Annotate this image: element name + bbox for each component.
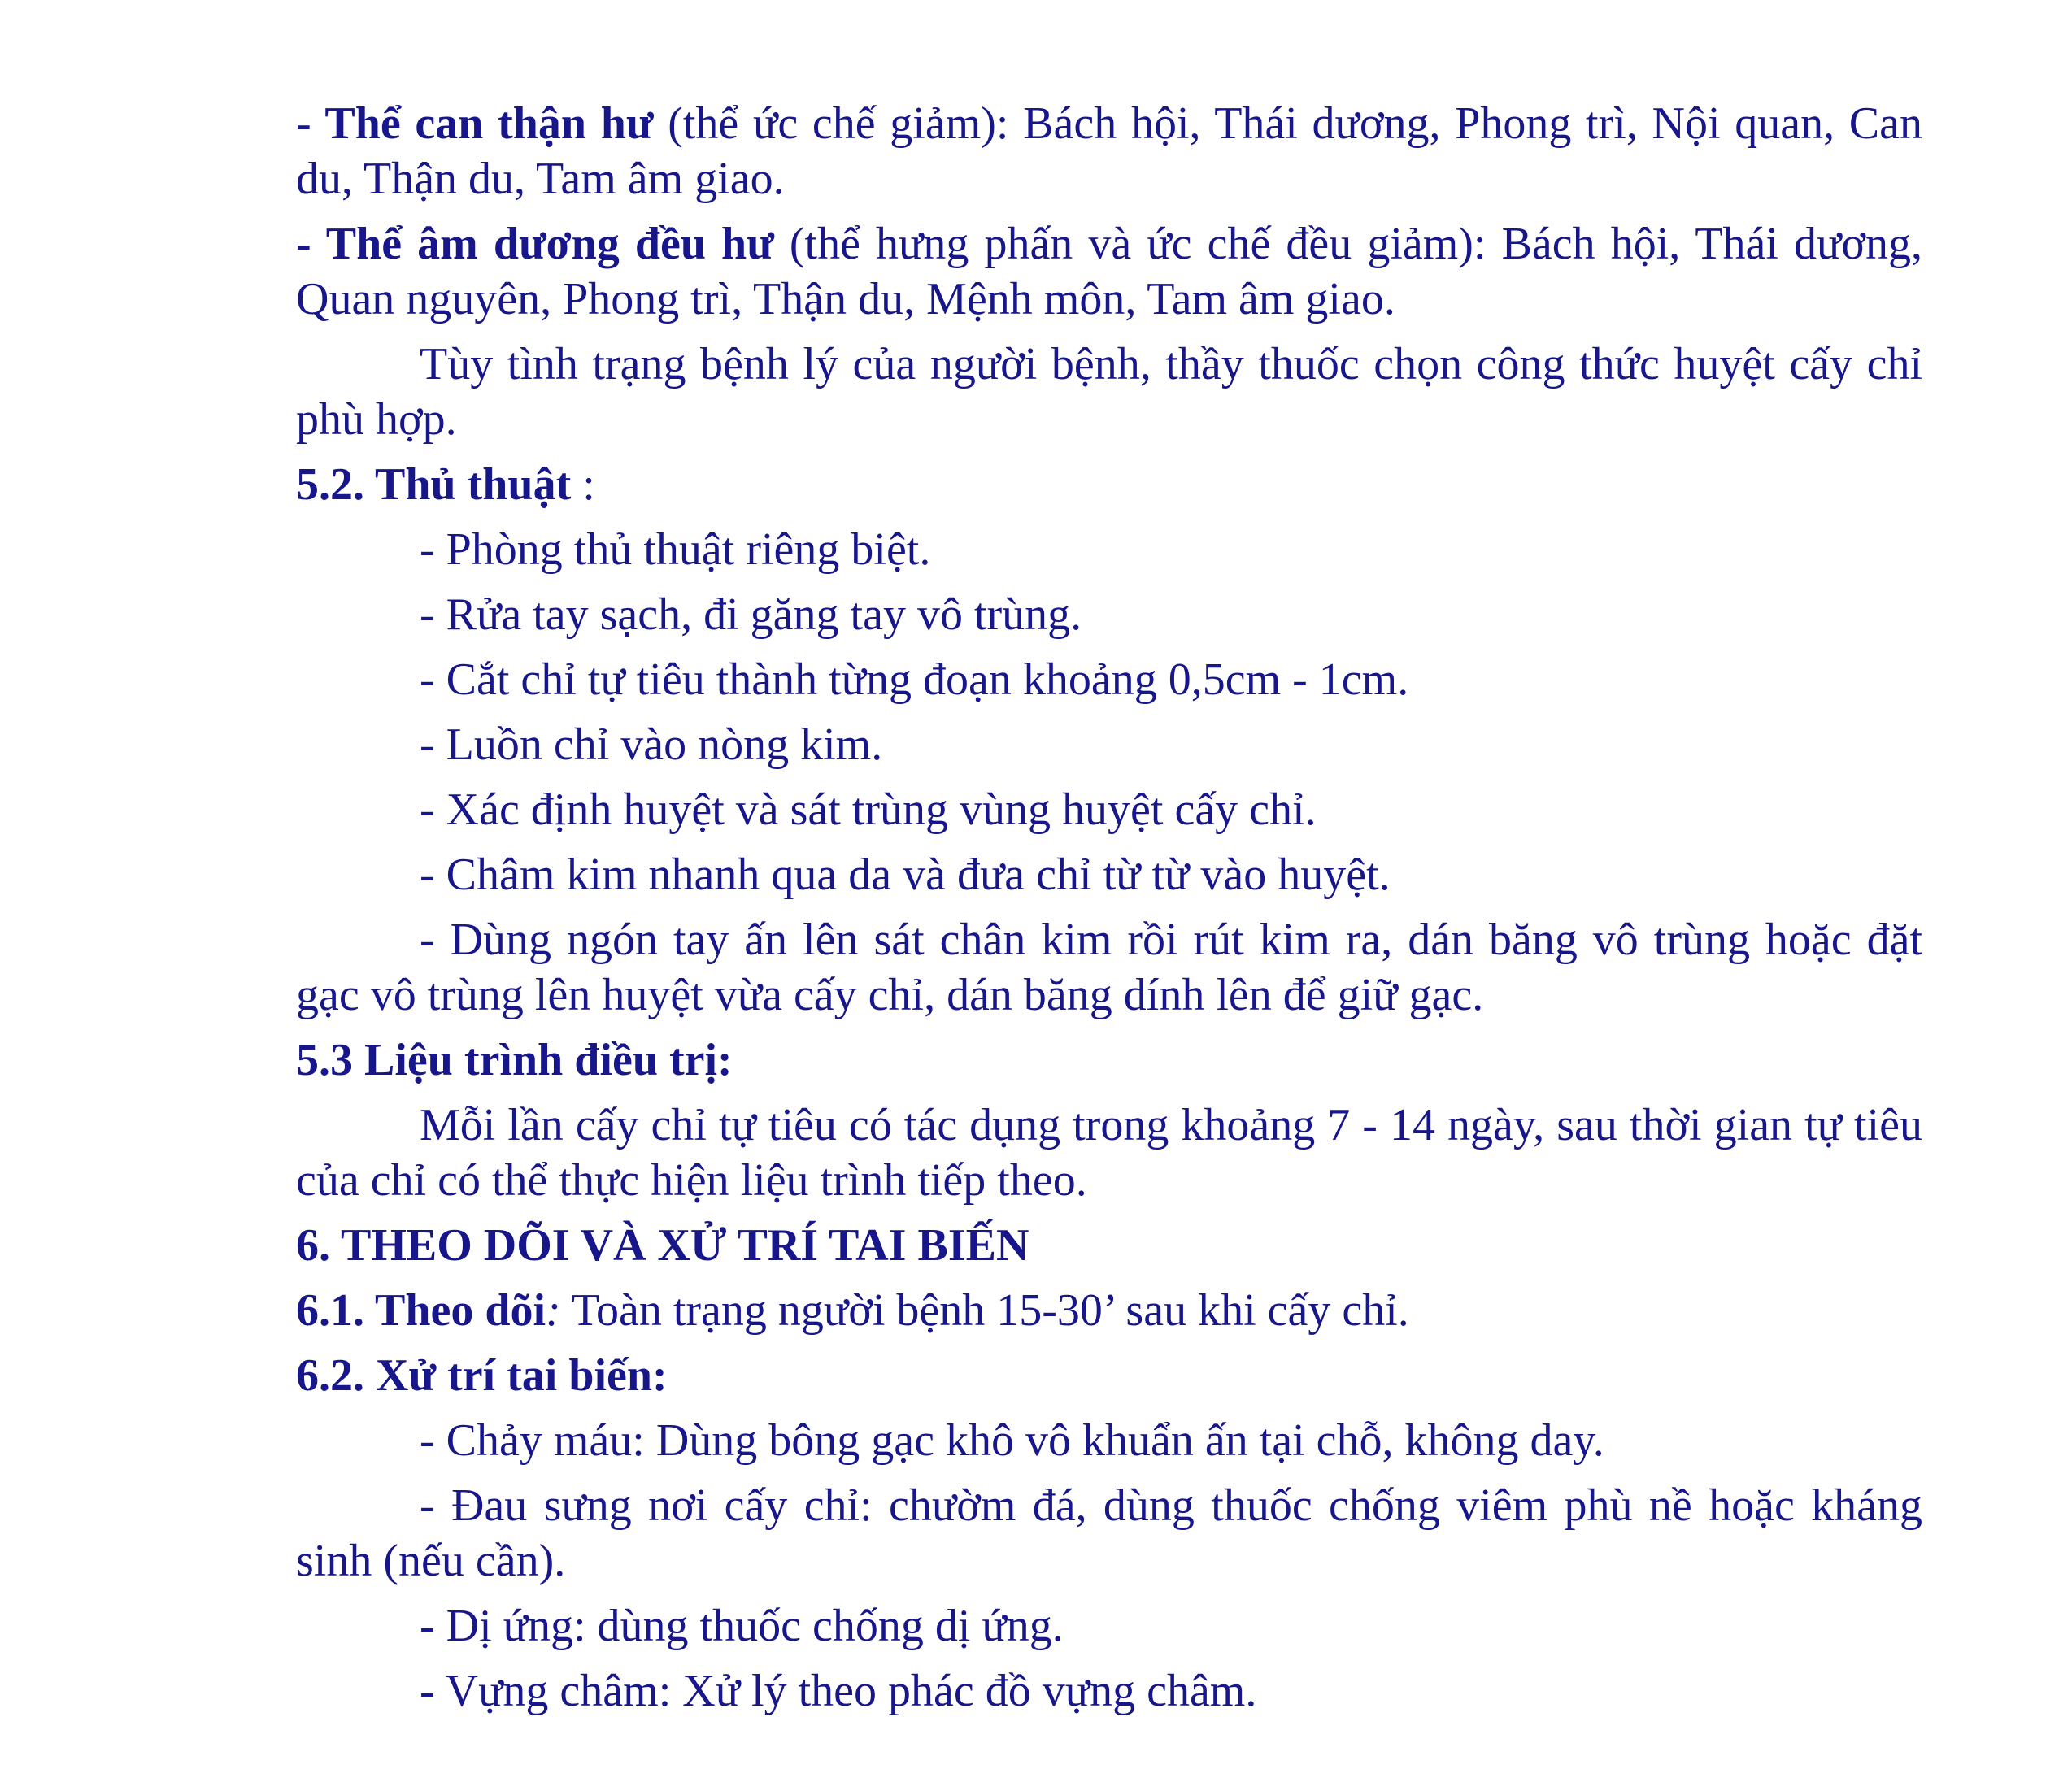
heading-lead: 5.2. Thủ thuật xyxy=(296,459,572,510)
paragraph-text: (thể hưng phấn và ức chế đều giảm): Bách hội, Thái dương, Quan nguyên, Phong trì, Thận du, Mệnh môn, Tam âm giao. xyxy=(296,219,1922,324)
paragraph-can-than-hu xyxy=(296,96,1922,206)
step-item: - Cắt chỉ tự tiêu thành từng đoạn khoảng 0,5cm - 1cm. xyxy=(420,654,1409,705)
heading-5-3: 5.3 Liệu trình điều trị: xyxy=(296,1035,733,1085)
complication-item: - Vựng châm: Xử lý theo phác đồ vựng châm. xyxy=(420,1666,1257,1716)
complication-item: - Chảy máu: Dùng bông gạc khô vô khuẩn ấn tại chỗ, không day. xyxy=(420,1415,1604,1466)
heading-6-1 xyxy=(296,1283,1922,1338)
paragraph-lieu-trinh: Mỗi lần cấy chỉ tự tiêu có tác dụng trong khoảng 7 - 14 ngày, sau thời gian tự tiêu của chỉ có thể thực hiện liệu trình tiếp theo. xyxy=(296,1100,1922,1206)
paragraph-text: (thể ức chế giảm): Bách hội, Thái dương, Phong trì, Nội quan, Can du, Thận du, Tam âm giao. xyxy=(296,98,1922,204)
step-item: - Rửa tay sạch, đi găng tay vô trùng. xyxy=(420,589,1082,640)
heading-colon: : xyxy=(571,459,595,510)
complication-item: - Dị ứng: dùng thuốc chống dị ứng. xyxy=(420,1601,1064,1651)
heading-6: 6. THEO DÕI VÀ XỬ TRÍ TAI BIẾN xyxy=(296,1220,1029,1271)
step-item: - Luồn chỉ vào nòng kim. xyxy=(420,719,883,770)
paragraph-text: Toàn trạng người bệnh 15-30’ sau khi cấy chỉ. xyxy=(560,1285,1409,1336)
step-item: - Xác định huyệt và sát trùng vùng huyệt cấy chỉ. xyxy=(420,785,1317,835)
heading-lead: 6.1. Theo dõi xyxy=(296,1285,546,1336)
paragraph-lead: - Thể âm dương đều hư xyxy=(296,219,774,269)
step-item: - Dùng ngón tay ấn lên sát chân kim rồi rút kim ra, dán băng vô trùng hoặc đặt gạc vô trùng lên huyệt vừa cấy chỉ, dán băng dính lên để giữ gạc. xyxy=(296,915,1922,1020)
paragraph-lead: - Thể can thận hư xyxy=(296,98,654,149)
step-item: - Phòng thủ thuật riêng biệt. xyxy=(420,524,931,575)
heading-5-2 xyxy=(296,457,1922,512)
heading-colon: : xyxy=(546,1285,561,1336)
document-page xyxy=(296,96,1922,1728)
step-item: - Châm kim nhanh qua da và đưa chỉ từ từ vào huyệt. xyxy=(420,850,1391,900)
paragraph-tuy-tinh-trang: Tùy tình trạng bệnh lý của người bệnh, thầy thuốc chọn công thức huyệt cấy chỉ phù hợp. xyxy=(296,339,1922,445)
complication-item: - Đau sưng nơi cấy chỉ: chườm đá, dùng thuốc chống viêm phù nề hoặc kháng sinh (nếu cần). xyxy=(296,1480,1922,1586)
heading-6-2: 6.2. Xử trí tai biến: xyxy=(296,1350,668,1401)
paragraph-am-duong-deu-hu xyxy=(296,216,1922,327)
